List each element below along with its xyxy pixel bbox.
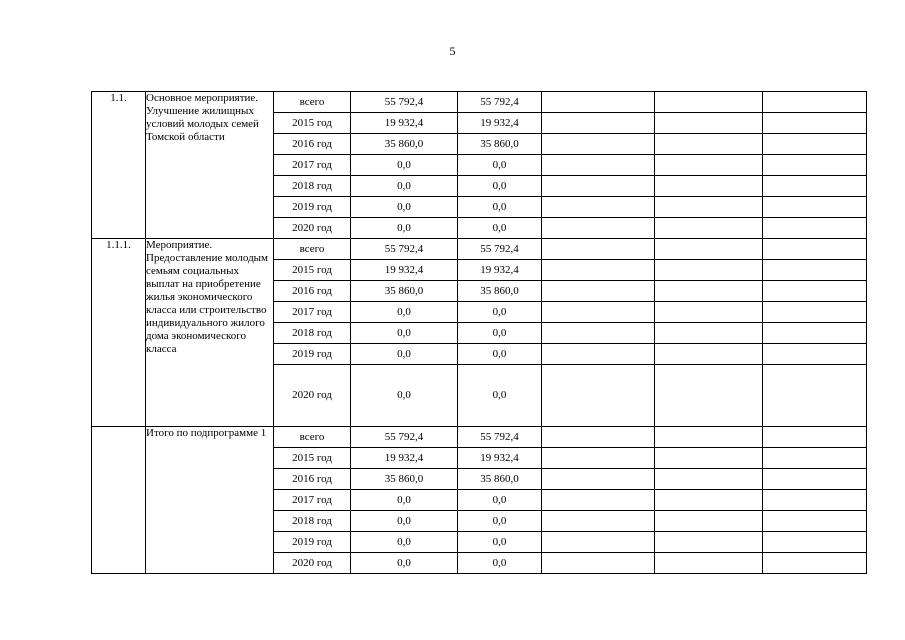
empty-cell [763,176,867,197]
value-cell: 19 932,4 [351,113,458,134]
page-number: 5 [449,44,456,58]
empty-cell [542,281,655,302]
value-cell: 35 860,0 [458,281,542,302]
empty-cell [542,197,655,218]
table-row [92,239,867,260]
value-cell: 19 932,4 [458,113,542,134]
empty-cell [542,532,655,553]
table-row [92,427,867,448]
value-cell: 0,0 [351,532,458,553]
empty-cell [655,469,763,490]
empty-cell [542,469,655,490]
year-cell: 2019 год [274,532,351,553]
empty-cell [542,260,655,281]
section-name: Основное мероприятие. Улучшение жилищных условий молодых семей Томской области [146,92,274,239]
year-cell: 2016 год [274,281,351,302]
value-cell: 0,0 [458,490,542,511]
value-cell: 55 792,4 [458,92,542,113]
section-code: 1.1. [92,92,146,239]
empty-cell [763,511,867,532]
empty-cell [655,448,763,469]
value-cell: 55 792,4 [458,427,542,448]
year-cell: 2020 год [274,218,351,239]
year-cell: 2017 год [274,155,351,176]
empty-cell [655,532,763,553]
value-cell: 19 932,4 [458,260,542,281]
empty-cell [763,553,867,574]
year-cell: 2018 год [274,511,351,532]
empty-cell [542,134,655,155]
section-name: Мероприятие. Предоставление молодым семьям социальных выплат на приобретение жилья экономического класса или строительство индивидуального жилого дома экономического класса [146,239,274,427]
year-cell: 2017 год [274,302,351,323]
empty-cell [655,218,763,239]
year-cell: 2016 год [274,134,351,155]
year-cell: 2017 год [274,490,351,511]
empty-cell [655,365,763,427]
value-cell: 0,0 [351,344,458,365]
empty-cell [542,448,655,469]
empty-cell [542,113,655,134]
year-cell: 2016 год [274,469,351,490]
empty-cell [542,239,655,260]
value-cell: 0,0 [351,197,458,218]
value-cell: 35 860,0 [351,281,458,302]
value-cell: 0,0 [351,365,458,427]
empty-cell [763,197,867,218]
value-cell: 0,0 [351,323,458,344]
empty-cell [542,323,655,344]
empty-cell [655,302,763,323]
value-cell: 0,0 [458,197,542,218]
value-cell: 0,0 [351,218,458,239]
empty-cell [655,281,763,302]
empty-cell [542,427,655,448]
empty-cell [655,113,763,134]
empty-cell [763,365,867,427]
budget-table [91,91,867,574]
value-cell: 55 792,4 [351,427,458,448]
empty-cell [655,553,763,574]
year-cell: 2015 год [274,260,351,281]
year-cell: всего [274,92,351,113]
year-cell: 2020 год [274,365,351,427]
empty-cell [542,218,655,239]
empty-cell [542,490,655,511]
empty-cell [763,532,867,553]
empty-cell [655,344,763,365]
value-cell: 19 932,4 [351,448,458,469]
empty-cell [763,469,867,490]
empty-cell [655,490,763,511]
value-cell: 55 792,4 [351,239,458,260]
value-cell: 55 792,4 [351,92,458,113]
value-cell: 0,0 [458,176,542,197]
value-cell: 0,0 [351,155,458,176]
empty-cell [542,176,655,197]
value-cell: 19 932,4 [458,448,542,469]
empty-cell [542,553,655,574]
empty-cell [655,511,763,532]
empty-cell [763,323,867,344]
empty-cell [655,92,763,113]
empty-cell [655,176,763,197]
empty-cell [655,260,763,281]
empty-cell [763,155,867,176]
value-cell: 19 932,4 [351,260,458,281]
value-cell: 0,0 [458,553,542,574]
empty-cell [763,344,867,365]
value-cell: 0,0 [458,155,542,176]
value-cell: 35 860,0 [351,134,458,155]
value-cell: 0,0 [458,218,542,239]
value-cell: 0,0 [351,176,458,197]
value-cell: 0,0 [458,344,542,365]
empty-cell [655,197,763,218]
year-cell: 2019 год [274,344,351,365]
empty-cell [542,344,655,365]
value-cell: 35 860,0 [458,134,542,155]
year-cell: 2015 год [274,113,351,134]
empty-cell [655,323,763,344]
year-cell: 2018 год [274,176,351,197]
value-cell: 0,0 [351,553,458,574]
empty-cell [655,427,763,448]
empty-cell [542,302,655,323]
year-cell: 2019 год [274,197,351,218]
empty-cell [763,448,867,469]
empty-cell [542,365,655,427]
empty-cell [763,281,867,302]
empty-cell [655,155,763,176]
value-cell: 0,0 [458,302,542,323]
value-cell: 0,0 [458,511,542,532]
year-cell: 2018 год [274,323,351,344]
empty-cell [763,239,867,260]
empty-cell [542,92,655,113]
value-cell: 0,0 [458,365,542,427]
empty-cell [655,134,763,155]
empty-cell [763,134,867,155]
year-cell: 2020 год [274,553,351,574]
year-cell: 2015 год [274,448,351,469]
year-cell: всего [274,239,351,260]
section-name: Итого по подпрограмме 1 [146,427,274,574]
section-code: 1.1.1. [92,239,146,427]
value-cell: 0,0 [458,532,542,553]
empty-cell [763,302,867,323]
empty-cell [763,490,867,511]
value-cell: 35 860,0 [458,469,542,490]
value-cell: 0,0 [351,302,458,323]
value-cell: 0,0 [351,490,458,511]
section-code [92,427,146,574]
empty-cell [763,218,867,239]
value-cell: 55 792,4 [458,239,542,260]
empty-cell [542,155,655,176]
year-cell: всего [274,427,351,448]
empty-cell [542,511,655,532]
empty-cell [655,239,763,260]
table-row [92,92,867,113]
empty-cell [763,260,867,281]
value-cell: 0,0 [351,511,458,532]
empty-cell [763,92,867,113]
empty-cell [763,113,867,134]
empty-cell [763,427,867,448]
value-cell: 35 860,0 [351,469,458,490]
value-cell: 0,0 [458,323,542,344]
